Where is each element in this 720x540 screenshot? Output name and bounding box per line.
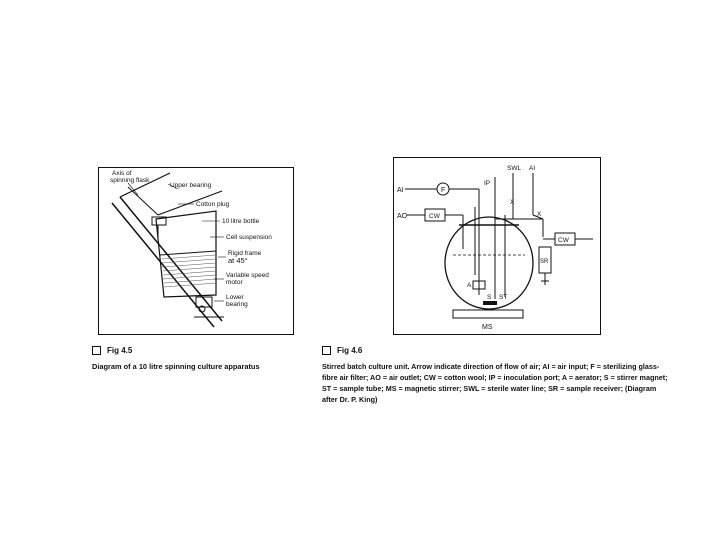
spinning-culture-diagram (98, 167, 294, 335)
right-fig-number-text: Fig 4.6 (337, 346, 363, 355)
label-rigid-frame-1: Rigid frame (228, 250, 262, 257)
label-ai-top: AI (529, 165, 536, 172)
left-fig-number-text: Fig 4.5 (107, 346, 133, 355)
label-x-top: X (510, 199, 515, 206)
caption-line-1: Stirred batch culture unit. Arrow indicate direction of flow of air; AI = air input; F = sterilizing glass- (322, 362, 660, 371)
label-s: S (487, 294, 492, 301)
label-cw-left: CW (429, 213, 440, 220)
label-motor-1: Variable speed (226, 272, 269, 279)
caption-line-3: ST = sample tube; MS = magnetic stirrer; SWL = sterile water line; SR = sample receiver; (Diagram (322, 384, 657, 393)
checkbox-square-icon (322, 346, 331, 355)
caption-line-4: after Dr. P. King) (322, 395, 378, 404)
label-x-right: X (537, 211, 542, 218)
label-upper-bearing: Upper bearing (170, 182, 212, 189)
label-st: ST (499, 294, 508, 301)
left-caption (92, 361, 302, 372)
left-fig-number (92, 346, 132, 355)
label-axis-line2: spinning flask (110, 177, 150, 184)
label-axis-line1: Axis of (112, 170, 132, 177)
label-rigid-frame-2: at 45° (228, 256, 248, 265)
label-f: F (441, 187, 446, 194)
label-ip: IP (484, 180, 491, 187)
stirred-batch-diagram (393, 157, 601, 335)
label-lower-bearing-2: bearing (226, 301, 248, 308)
right-diagram-panel (393, 157, 601, 335)
checkbox-square-icon (92, 346, 101, 355)
label-ai-left: AI (397, 187, 404, 194)
left-caption-text: Diagram of a 10 litre spinning culture apparatus (92, 362, 260, 371)
label-cotton-plug: Cotton plug (196, 201, 230, 208)
label-cw-right: CW (558, 237, 569, 244)
label-ms: MS (482, 324, 493, 331)
label-swl: SWL (507, 165, 522, 172)
label-motor-2: motor (226, 279, 243, 286)
right-fig-number (322, 346, 362, 355)
label-a: A (467, 282, 472, 289)
left-diagram-panel (98, 167, 294, 335)
right-caption (322, 361, 707, 405)
caption-line-2: fibre air filter; AO = air outlet; CW = cotton wool; IP = inoculation port; A = aerator; S = stirrer magnet; (322, 373, 668, 382)
label-ao: AO (397, 213, 408, 220)
label-lower-bearing-1: Lower (226, 294, 244, 301)
label-sr: SR (540, 259, 549, 265)
label-cell-suspension: Cell suspension (226, 234, 272, 241)
label-bottle: 10 litre bottle (222, 218, 260, 225)
